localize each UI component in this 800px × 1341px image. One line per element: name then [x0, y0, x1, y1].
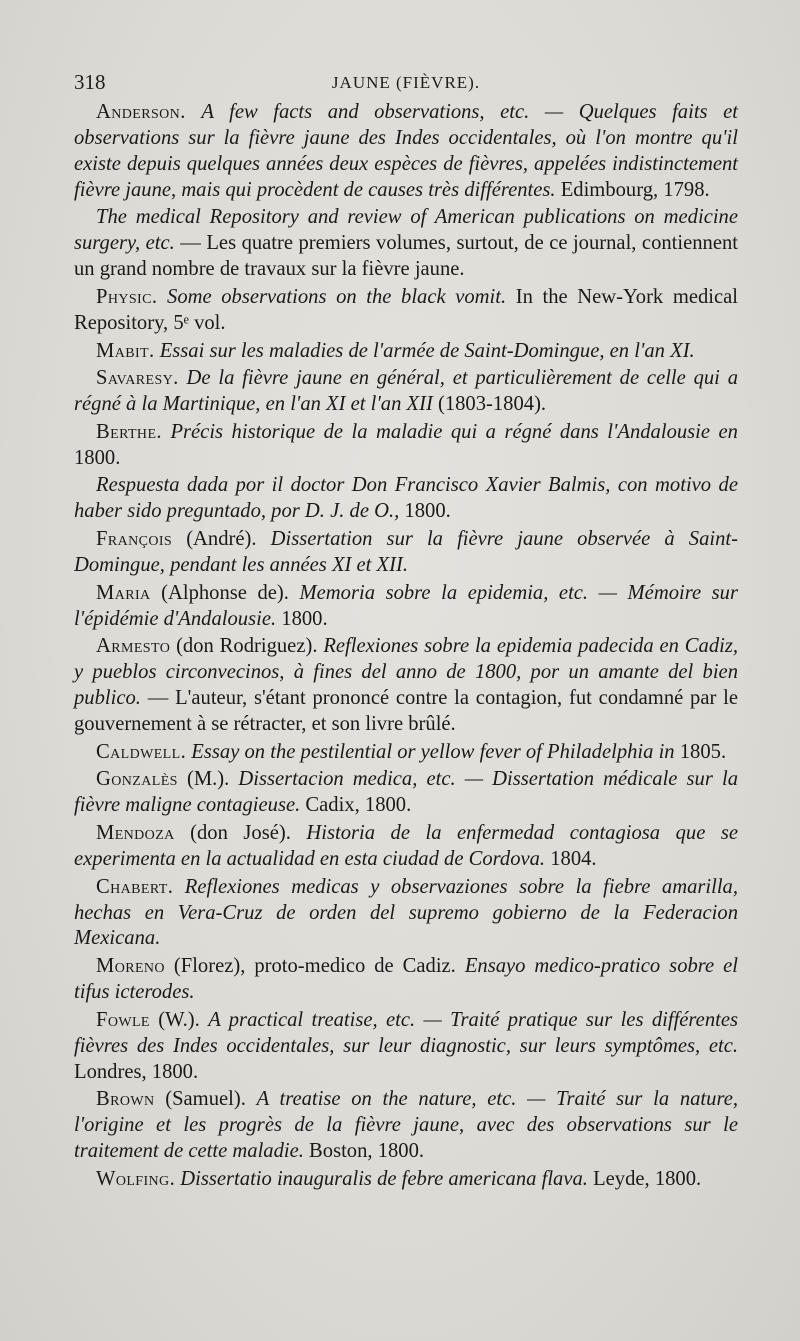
entry-author: Mabit. — [96, 339, 155, 362]
bibliography-entry — [74, 527, 738, 579]
entry-details: Leyde, 1800. — [587, 1167, 702, 1190]
entry-title: A practical treatise, etc. — Traité pratique sur les différentes fièvres des Indes occidentales, sur leur diagnostic, sur leurs symptômes, etc. — [74, 1008, 738, 1057]
entry-author: Moreno — [96, 955, 165, 978]
entry-author: Berthe. — [96, 420, 162, 443]
entry-author: Fowle — [96, 1008, 150, 1031]
entry-details: Boston, 1800. — [303, 1140, 425, 1163]
entry-title: Historia de la enfermedad contagiosa que se experimenta en la actualidad en esta ciudad de Cordova. — [74, 822, 738, 870]
entry-title: Dissertation sur la fièvre jaune observée à Saint-Domingue, pendant les années XI et XII. — [74, 528, 738, 576]
entry-author-detail: (don José). — [174, 822, 307, 845]
entry-author-detail: (don Rodriguez). — [170, 635, 324, 658]
entry-title: Dissertatio inauguralis de febre americana flava. — [180, 1167, 588, 1190]
entry-title: Dissertacion medica, etc. — Dissertation médicale sur la fièvre maligne contagieuse. — [74, 768, 738, 817]
entry-author: Armesto — [96, 635, 171, 658]
entry-title: A treatise on the nature, etc. — Traité sur la nature, l'origine et les progrès de la fièvre jaune, avec des observations sur le traitement de cette maladie. — [74, 1088, 738, 1163]
bibliography-entry — [74, 473, 738, 525]
bibliography-entry — [74, 100, 738, 204]
entry-title: Précis historique de la maladie qui a régné dans l'Andalousie en — [170, 420, 738, 443]
bibliography-entry — [74, 366, 738, 418]
entry-title: Essai sur les maladies de l'armée de Saint-Domingue, en l'an XI. — [159, 339, 695, 362]
entry-author: Brown — [96, 1088, 155, 1111]
entry-details: Cadix, 1800. — [300, 794, 412, 817]
bibliography-entry — [74, 821, 738, 873]
bibliography-list — [74, 100, 738, 1195]
bibliography-entry — [74, 1087, 738, 1165]
entry-details: Edimbourg, 1798. — [555, 178, 710, 201]
entry-author-detail: (Samuel). — [154, 1088, 257, 1111]
entry-details: 1800. — [276, 607, 328, 630]
bibliography-entry — [74, 420, 738, 472]
page-number: 318 — [74, 70, 106, 94]
entry-author: Physic. — [96, 285, 158, 308]
entry-details: 1804. — [545, 847, 597, 870]
entry-details: 1805. — [674, 740, 727, 763]
bibliography-entry — [74, 954, 738, 1006]
entry-author-detail: (M.). — [177, 768, 239, 791]
entry-title: Reflexiones sobre la epidemia padecida en Cadiz, y pueblos circonvecinos, à fines del anno de 1800, por un amante del bien publico. — [74, 635, 739, 710]
running-head: JAUNE (FIÈVRE). — [331, 73, 481, 92]
entry-author-detail: (André). — [172, 528, 271, 551]
entry-author: Caldwell. — [96, 740, 187, 763]
entry-title: Respuesta dada por il doctor Don Francisco Xavier Balmis, con motivo de haber sido preguntado, por D. J. de O., — [74, 474, 738, 523]
bibliography-entry — [74, 1008, 738, 1086]
entry-title: Reflexiones medicas y observaziones sobre la fiebre amarilla, hechas en Vera-Cruz de orden del supremo gobierno de la Federacion Mexicana. — [74, 875, 739, 950]
entry-title: A few facts and observations, etc. — Quelques faits et observations sur la fièvre jaune des Indes occidentales, où l'on montre qu'il existe depuis quelques années deux espèces de fièvres, appelées indistinctement fièvre jaune, mais qui procèdent de causes très différentes. — [74, 101, 738, 201]
entry-details: 1800. — [74, 446, 121, 469]
entry-details: In the New-York medical Repository, 5ᵉ vol. — [74, 285, 739, 334]
bibliography-entry — [74, 634, 738, 738]
entry-details: — Les quatre premiers volumes, surtout, de ce journal, contiennent un grand nombre de travaux sur la fièvre jaune. — [74, 232, 738, 281]
entry-author: Anderson. — [96, 101, 186, 123]
entry-author: Wolfing. — [96, 1167, 176, 1190]
bibliography-entry — [74, 285, 738, 337]
entry-details: — L'auteur, s'étant prononcé contre la contagion, fut condamné par le gouvernement à se rétracter, et son livre brûlé. — [74, 687, 738, 736]
entry-author-detail: (W.). — [149, 1008, 209, 1031]
bibliography-entry — [74, 339, 738, 365]
entry-author: Savaresy. — [96, 367, 179, 390]
entry-author: François — [96, 528, 173, 551]
entry-title: Some observations on the black vomit. — [167, 285, 507, 308]
entry-author: Mendoza — [96, 822, 175, 845]
entry-author: Gonzalès — [96, 768, 178, 791]
entry-title: Ensayo medico-pratico sobre el tifus icterodes. — [74, 955, 739, 1004]
entry-details: 1800. — [399, 500, 451, 523]
bibliography-entry — [74, 740, 738, 766]
entry-author-detail: (Florez), proto-medico de Cadiz. — [164, 955, 465, 978]
bibliography-entry — [74, 581, 738, 633]
bibliography-entry — [74, 767, 738, 819]
page-header — [74, 70, 738, 98]
entry-author: Maria — [96, 581, 151, 604]
entry-author-detail: (Alphonse de). — [150, 581, 300, 604]
bibliography-entry — [74, 205, 738, 283]
entry-details: Londres, 1800. — [74, 1060, 199, 1083]
entry-title: The medical Repository and review of American publications on medicine surgery, etc. — [74, 206, 738, 255]
entry-author: Chabert. — [96, 875, 174, 898]
entry-title: Essay on the pestilential or yellow fever of Philadelphia in — [191, 740, 675, 763]
entry-details: (1803-1804). — [432, 393, 547, 416]
entry-title: De la fièvre jaune en général, et particulièrement de celle qui a régné à la Martinique, en l'an XI et l'an XII — [74, 367, 739, 416]
bibliography-entry — [74, 875, 738, 953]
entry-title: Memoria sobre la epidemia, etc. — Mémoire sur l'épidémie d'Andalousie. — [74, 581, 738, 630]
bibliography-entry — [74, 1167, 738, 1193]
